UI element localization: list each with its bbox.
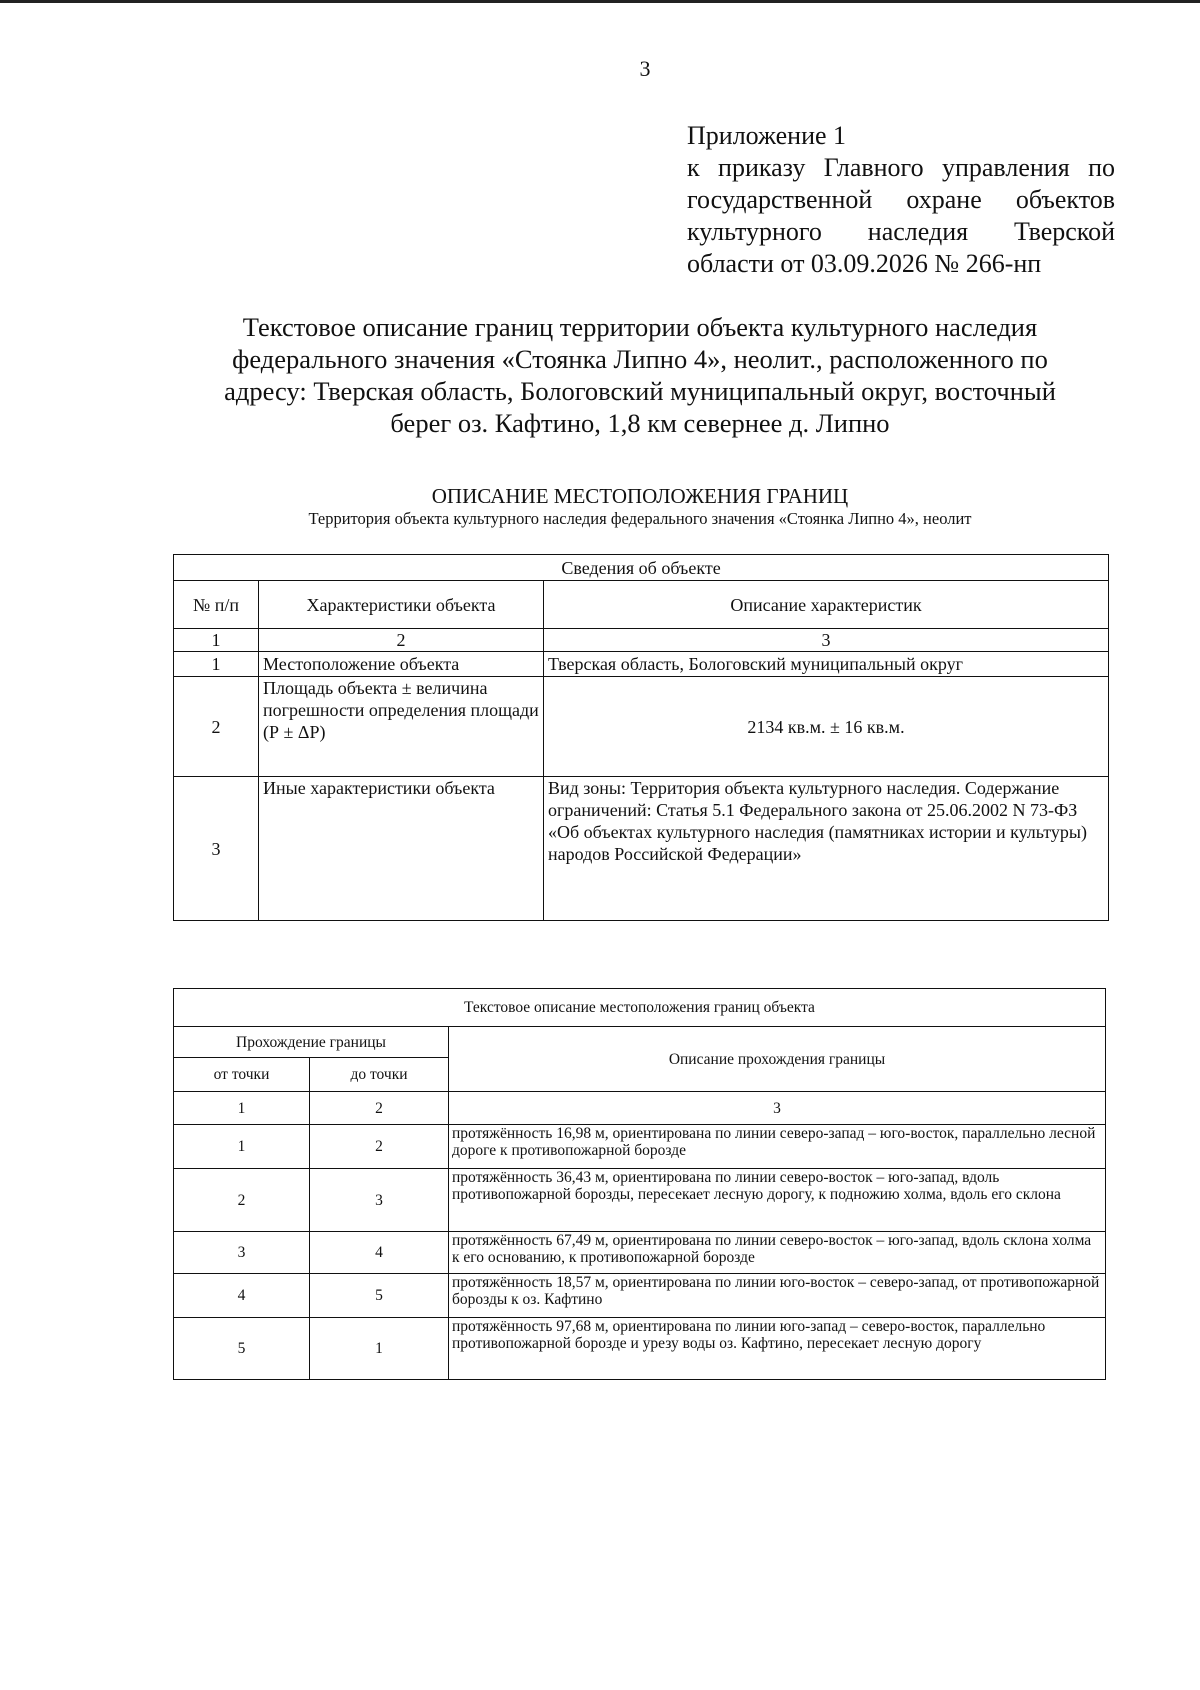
- header-number: № п/п: [174, 581, 259, 629]
- characteristic-value: 2134 кв.м. ± 16 кв.м.: [544, 677, 1109, 777]
- page-top-edge: [0, 0, 1200, 3]
- to-point-header: до точки: [310, 1058, 449, 1092]
- document-title-line: берег оз. Кафтино, 1,8 км севернее д. Липно: [390, 408, 890, 438]
- table-row: [174, 777, 1109, 921]
- document-title-line: федерального значения «Стоянка Липно 4», неолит., расположенного по: [232, 344, 1048, 374]
- row-number: 1: [174, 652, 259, 677]
- column-number: 1: [174, 629, 259, 652]
- characteristic-value: Тверская область, Бологовский муниципальный округ: [544, 652, 1109, 677]
- section-heading: ОПИСАНИЕ МЕСТОПОЛОЖЕНИЯ ГРАНИЦ: [431, 484, 849, 508]
- table-row: [174, 677, 1109, 777]
- annex-title: Приложение 1: [687, 121, 847, 150]
- to-point: 4: [310, 1232, 449, 1274]
- table-row: [174, 1169, 1106, 1232]
- from-point: 2: [174, 1169, 310, 1232]
- document-title: [180, 311, 1100, 439]
- column-number: 2: [259, 629, 544, 652]
- table-row: [174, 1125, 1106, 1169]
- characteristic-name: Местоположение объекта: [259, 652, 544, 677]
- annex-line: области от 03.09.2026 № 266-нп: [687, 249, 1042, 278]
- boundary-group-header: Прохождение границы: [174, 1027, 449, 1058]
- boundary-table-caption: Текстовое описание местоположения границ объекта: [174, 989, 1106, 1027]
- object-info-table: [173, 554, 1109, 921]
- boundary-description: протяжённость 16,98 м, ориентирована по линии северо-запад – юго-восток, параллельно лесной дороге к противопожарной борозде: [449, 1125, 1106, 1169]
- boundary-description: протяжённость 36,43 м, ориентирована по линии северо-восток – юго-запад, вдоль противопожарной борозды, пересекает лесную дорогу, к подножию холма, вдоль его склона: [449, 1169, 1106, 1232]
- header-description: Описание характеристик: [544, 581, 1109, 629]
- header-characteristic: Характеристики объекта: [259, 581, 544, 629]
- table-row: [174, 1274, 1106, 1318]
- annex-block: [687, 120, 1115, 280]
- characteristic-name: Иные характеристики объекта: [259, 777, 544, 921]
- boundary-table: [173, 988, 1106, 1380]
- from-point: 1: [174, 1125, 310, 1169]
- table-row: [174, 1232, 1106, 1274]
- table-row: [174, 1318, 1106, 1380]
- column-number: 3: [449, 1092, 1106, 1125]
- to-point: 3: [310, 1169, 449, 1232]
- to-point: 1: [310, 1318, 449, 1380]
- to-point: 2: [310, 1125, 449, 1169]
- to-point: 5: [310, 1274, 449, 1318]
- document-title-line: Текстовое описание границ территории объекта культурного наследия: [242, 312, 1038, 342]
- annex-line: государственной охране объектов: [687, 185, 1115, 214]
- row-number: 2: [174, 677, 259, 777]
- object-table-caption: Сведения об объекте: [174, 555, 1109, 581]
- from-point-header: от точки: [174, 1058, 310, 1092]
- page-number: 3: [639, 56, 651, 81]
- boundary-desc-header: Описание прохождения границы: [449, 1027, 1106, 1092]
- boundary-description: протяжённость 67,49 м, ориентирована по линии северо-восток – юго-запад, вдоль склона холма к его основанию, к противопожарной борозде: [449, 1232, 1106, 1274]
- boundary-description: протяжённость 18,57 м, ориентирована по линии юго-восток – северо-запад, от противопожарной борозды к оз. Кафтино: [449, 1274, 1106, 1318]
- document-title-line: адресу: Тверская область, Бологовский муниципальный округ, восточный: [224, 376, 1056, 406]
- row-number: 3: [174, 777, 259, 921]
- boundary-description: протяжённость 97,68 м, ориентирована по линии юго-запад – северо-восток, параллельно противопожарной борозде и урезу воды оз. Кафтино, пересекает лесную дорогу: [449, 1318, 1106, 1380]
- column-number: 3: [544, 629, 1109, 652]
- annex-line: культурного наследия Тверской: [687, 217, 1115, 246]
- column-number: 1: [174, 1092, 310, 1125]
- from-point: 4: [174, 1274, 310, 1318]
- table-row: [174, 652, 1109, 677]
- column-number: 2: [310, 1092, 449, 1125]
- from-point: 5: [174, 1318, 310, 1380]
- characteristic-value: Вид зоны: Территория объекта культурного наследия. Содержание ограничений: Статья 5.1 Федерального закона от 25.06.2002 N 73-ФЗ «Об объектах культурного наследия (памятниках истории и культуры) народов Российской Федерации»: [544, 777, 1109, 921]
- annex-line: к приказу Главного управления по: [687, 153, 1115, 182]
- section-subheading: Территория объекта культурного наследия федерального значения «Стоянка Липно 4», неолит: [308, 509, 972, 528]
- characteristic-name: Площадь объекта ± величина погрешности определения площади (Р ± ΔР): [259, 677, 544, 777]
- from-point: 3: [174, 1232, 310, 1274]
